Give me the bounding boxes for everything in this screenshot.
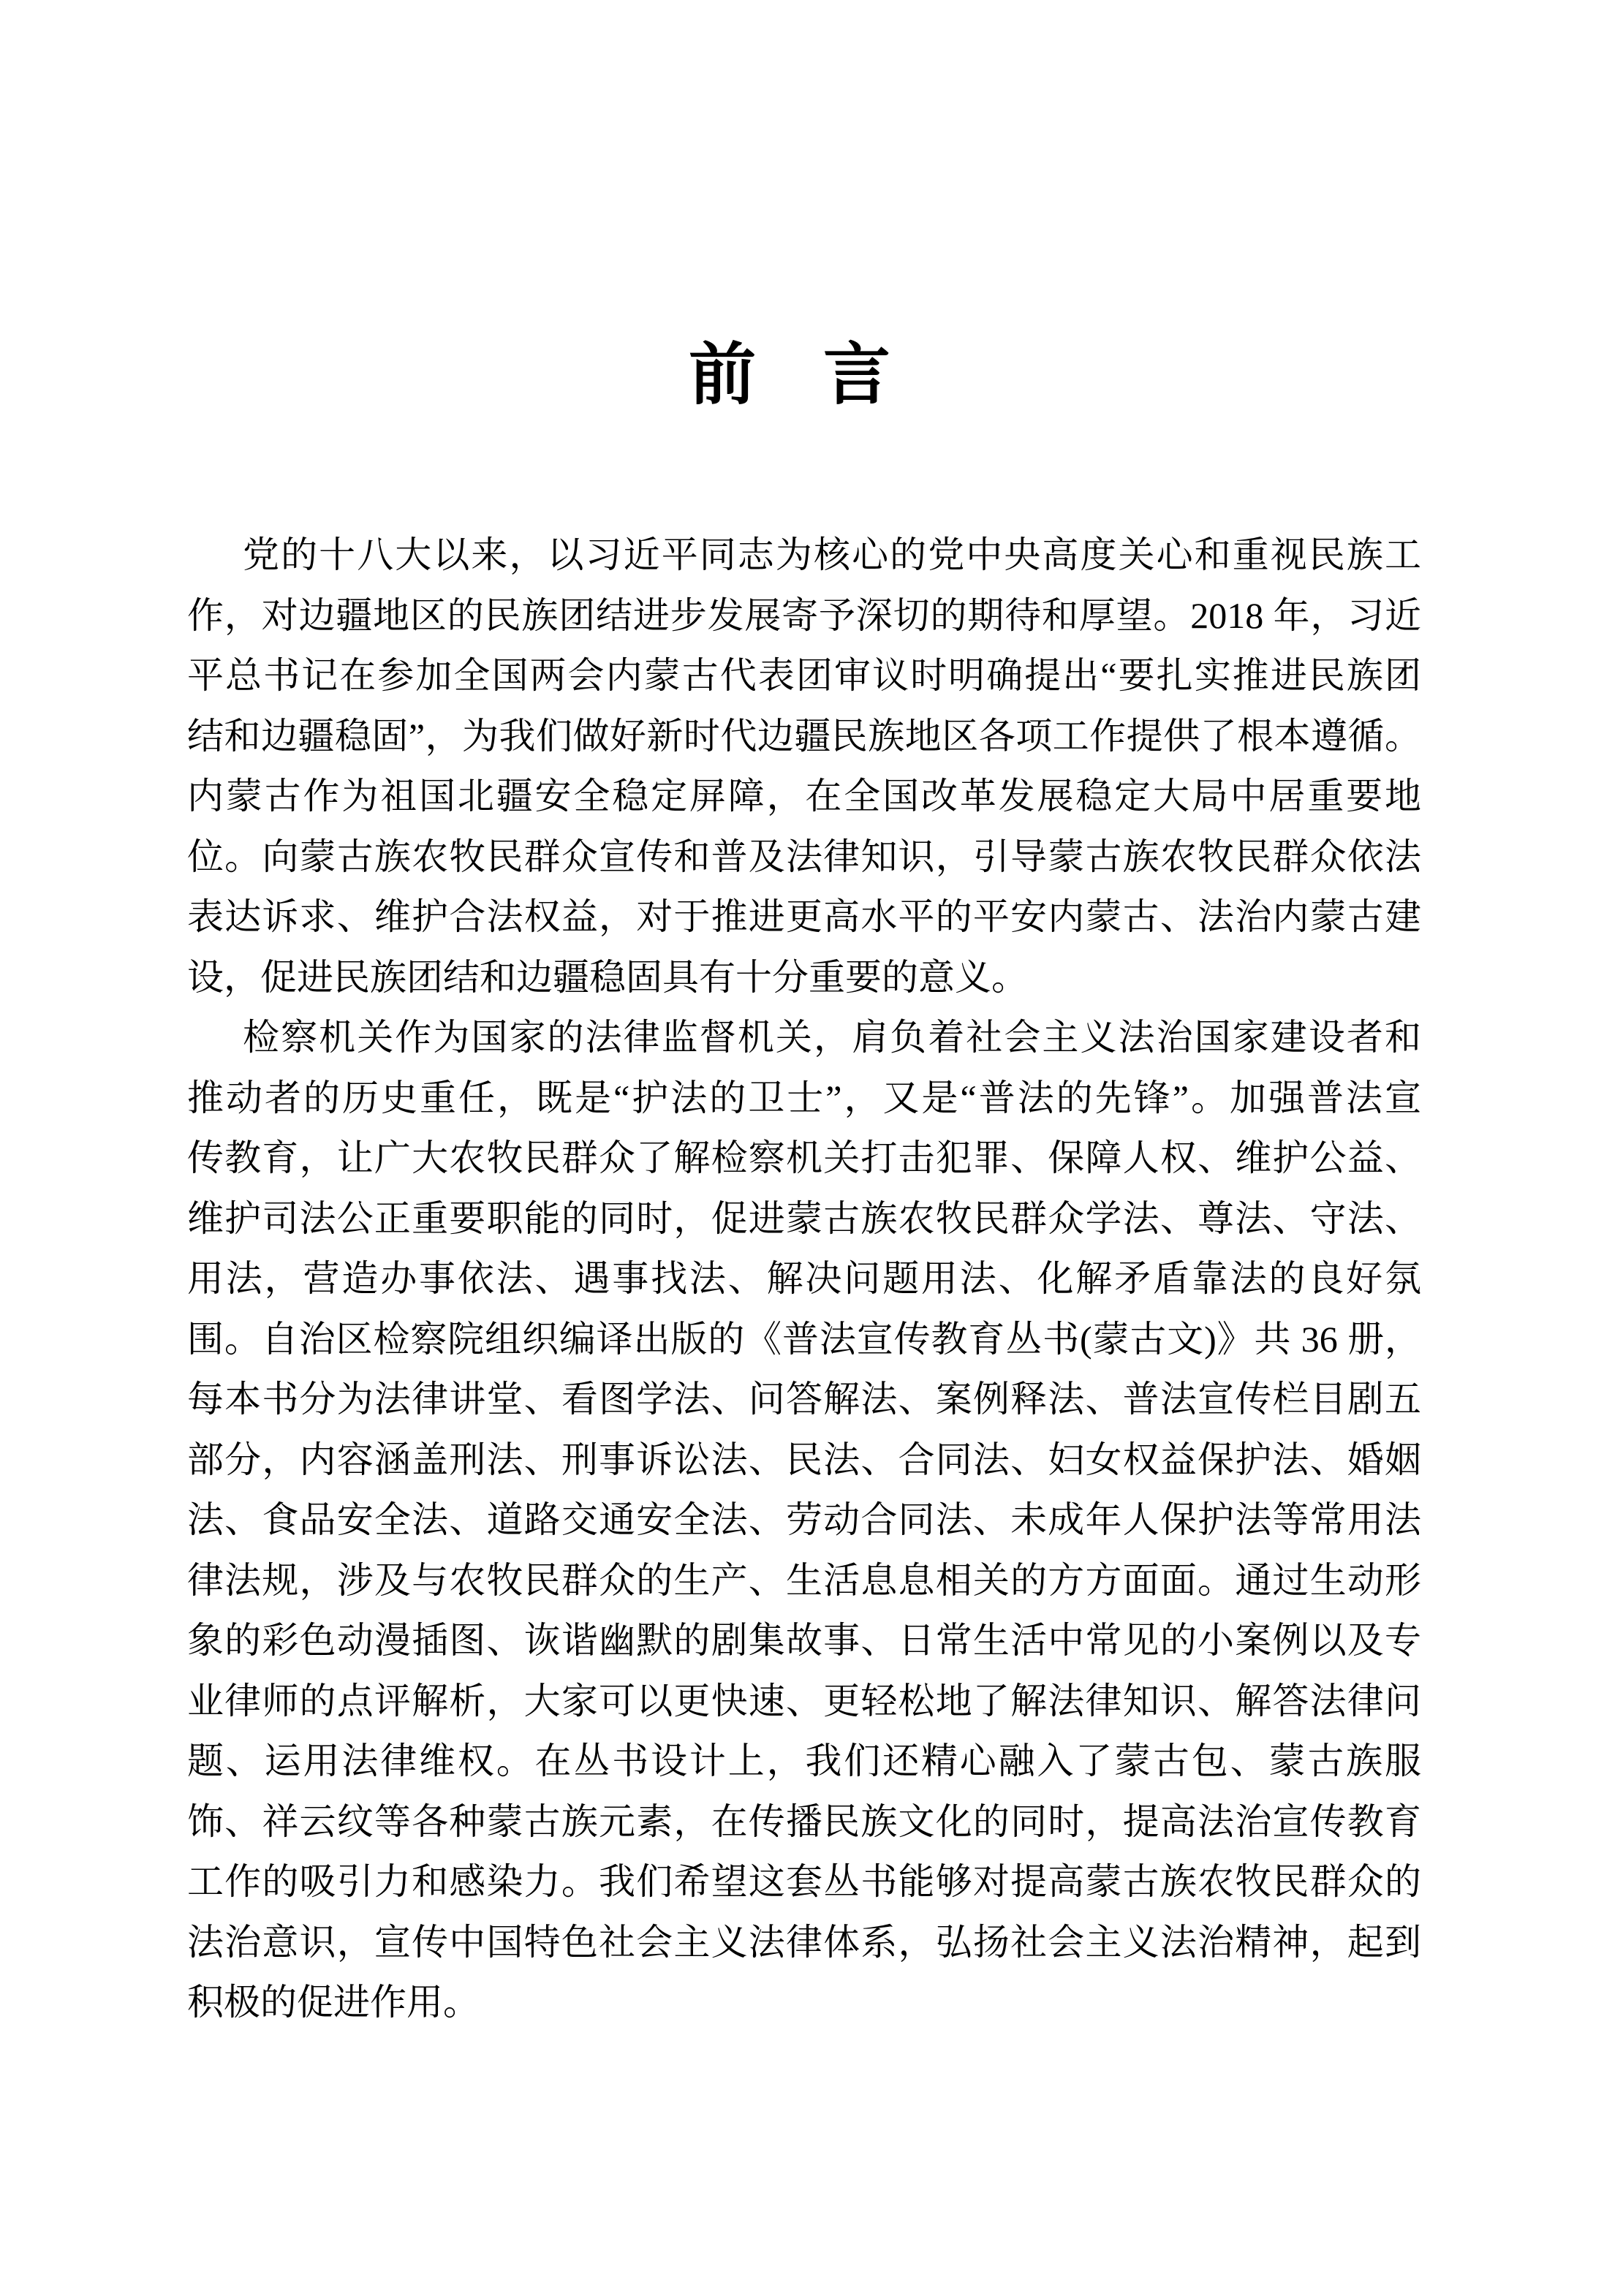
text-line: 法治意识，宣传中国特色社会主义法律体系，弘扬社会主义法治精神，起到 bbox=[187, 1921, 1421, 1963]
preface-body bbox=[187, 525, 1421, 2033]
text-line: 党的十八大以来，以习近平同志为核心的党中央高度关心和重视民族工 bbox=[243, 534, 1421, 575]
text-line: 积极的促进作用。 bbox=[187, 1982, 480, 2023]
text-line: 位。向蒙古族农牧民群众宣传和普及法律知识，引导蒙古族农牧民群众依法 bbox=[187, 836, 1421, 877]
text-line: 检察机关作为国家的法律监督机关，肩负着社会主义法治国家建设者和 bbox=[243, 1017, 1421, 1058]
text-line: 题、运用法律维权。在丛书设计上，我们还精心融入了蒙古包、蒙古族服 bbox=[187, 1740, 1421, 1781]
text-line: 业律师的点评解析，大家可以更快速、更轻松地了解法律知识、解答法律问 bbox=[187, 1680, 1421, 1721]
text-line: 饰、祥云纹等各种蒙古族元素，在传播民族文化的同时，提高法治宣传教育 bbox=[187, 1800, 1421, 1842]
text-line: 平总书记在参加全国两会内蒙古代表团审议时明确提出“要扎实推进民族团 bbox=[187, 655, 1421, 696]
text-line: 推动者的历史重任，既是“护法的卫士”，又是“普法的先锋”。加强普法宣 bbox=[187, 1077, 1421, 1118]
text-line: 作，对边疆地区的民族团结进步发展寄予深切的期待和厚望。2018 年，习近 bbox=[187, 594, 1421, 636]
text-line: 工作的吸引力和感染力。我们希望这套丛书能够对提高蒙古族农牧民群众的 bbox=[187, 1861, 1421, 1902]
text-line: 律法规，涉及与农牧民群众的生产、生活息息相关的方方面面。通过生动形 bbox=[187, 1559, 1421, 1601]
paragraph-1 bbox=[187, 525, 1421, 1007]
text-line: 围。自治区检察院组织编译出版的《普法宣传教育丛书(蒙古文)》共 36 册， bbox=[187, 1318, 1421, 1360]
text-line: 维护司法公正重要职能的同时，促进蒙古族农牧民群众学法、尊法、守法、 bbox=[187, 1197, 1421, 1239]
text-line: 每本书分为法律讲堂、看图学法、问答解法、案例释法、普法宣传栏目剧五 bbox=[187, 1379, 1421, 1420]
text-line: 用法，营造办事依法、遇事找法、解决问题用法、化解矛盾靠法的良好氛 bbox=[187, 1258, 1421, 1299]
text-line: 部分，内容涵盖刑法、刑事诉讼法、民法、合同法、妇女权益保护法、婚姻 bbox=[187, 1439, 1421, 1480]
text-line: 象的彩色动漫插图、诙谐幽默的剧集故事、日常生活中常见的小案例以及专 bbox=[187, 1620, 1421, 1661]
text-line: 传教育，让广大农牧民群众了解检察机关打击犯罪、保障人权、维护公益、 bbox=[187, 1137, 1421, 1178]
text-line: 法、食品安全法、道路交通安全法、劳动合同法、未成年人保护法等常用法 bbox=[187, 1499, 1421, 1540]
text-line: 内蒙古作为祖国北疆安全稳定屏障，在全国改革发展稳定大局中居重要地 bbox=[187, 776, 1421, 817]
text-line: 结和边疆稳固”，为我们做好新时代边疆民族地区各项工作提供了根本遵循。 bbox=[187, 715, 1421, 757]
text-line: 设，促进民族团结和边疆稳固具有十分重要的意义。 bbox=[187, 956, 1028, 998]
page-title: 前 言 bbox=[688, 338, 890, 412]
paragraph-2 bbox=[187, 1007, 1421, 2033]
text-line: 表达诉求、维护合法权益，对于推进更高水平的平安内蒙古、法治内蒙古建 bbox=[187, 896, 1421, 937]
